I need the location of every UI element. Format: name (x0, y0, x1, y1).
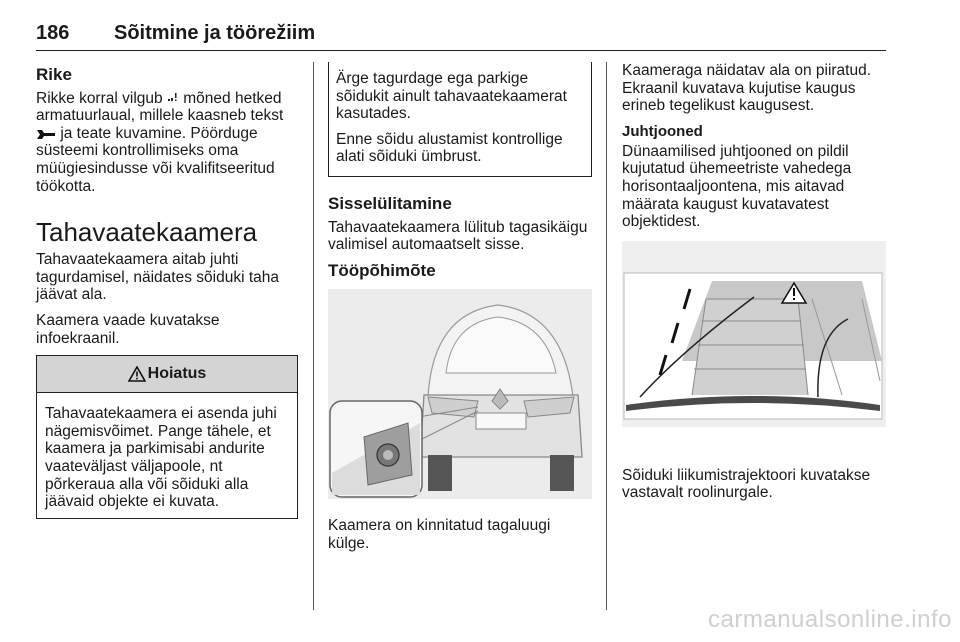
tooph-heading: Tööpõhimõte (328, 260, 436, 280)
warning-header (37, 356, 297, 393)
camera-fault-icon (167, 92, 179, 105)
section-paragraph-1: Tahavaatekaamera aitab juhti tagurdamisel, näidates sõiduki taha jäävat ala. (36, 251, 279, 304)
watermark: carmanualsonline.info (708, 606, 952, 633)
warning-box-continued (328, 62, 592, 177)
section-paragraph-2: Kaamera vaade kuvatakse infoekraanil. (36, 311, 220, 347)
sisse-paragraph: Tahavaatekaamera lülitub tagasikäigu valimisel automaatselt sisse. (328, 218, 588, 254)
wrench-icon (36, 128, 56, 140)
rear-camera-car-illustration (328, 289, 592, 499)
warning-cont-paragraph-1: Ärge tagurdage ega parkige sõidukit ainult tahavaatekaamerat kasutades. (336, 70, 567, 123)
page-header (36, 14, 886, 51)
col3-paragraph-1: Kaameraga näidatav ala on piiratud. Ekraanil kuvatava kujutise kaugus erineb tegelikust kaugusest. (622, 62, 872, 115)
figure-caption-camera: Kaamera on kinnitatud tagaluugi külge. (328, 517, 551, 552)
warning-triangle-icon (128, 366, 146, 382)
chapter-title: Sõitmine ja töörežiim (114, 22, 316, 44)
juht-heading: Juhtjooned (622, 122, 703, 140)
warning-title: Hoiatus (147, 365, 207, 383)
warning-text: Tahavaatekaamera ei asenda juhi nägemisvõimet. Pange tähele, et kaamera ja parkimisabi andurite vaateväljast väljapoole, nt põrkeraua alla või sõiduki alla jäävaid objekte ei kuvata. (45, 405, 277, 511)
column-2 (328, 62, 592, 561)
rike-text-3: ja teate kuvamine. Pöörduge süsteemi kontrollimiseks oma müügiesindusse või kvalifitseeritud töökotta. (36, 124, 275, 195)
rike-paragraph (36, 90, 298, 196)
sisse-heading: Sisselülitamine (328, 193, 452, 213)
warning-box (36, 355, 298, 519)
rike-text-1: Rikke korral vilgub (36, 89, 163, 107)
column-1 (36, 62, 298, 519)
figure-caption-guidelines: Sõiduki liikumistrajektoori kuvatakse vastavalt roolinurgale. (622, 466, 871, 502)
column-divider (606, 62, 607, 610)
page-number: 186 (36, 22, 70, 44)
column-3 (622, 62, 886, 510)
juht-paragraph: Dünaamilised juhtjooned on pildil kujutatud ühemeetriste vahedega horisontaaljoontena, mis aitavad määrata kaugust kuvatavatest objektidest. (622, 142, 852, 231)
section-heading: Tahavaatekaamera (36, 217, 258, 248)
rike-text-2: mõned hetked armatuurlaual, millele kaasneb tekst (36, 89, 284, 125)
rike-heading: Rike (36, 65, 72, 84)
warning-cont-paragraph-2: Enne sõidu alustamist kontrollige alati sõiduki ümbrust. (336, 130, 563, 166)
column-divider (313, 62, 314, 610)
camera-guidelines-illustration (622, 241, 886, 427)
